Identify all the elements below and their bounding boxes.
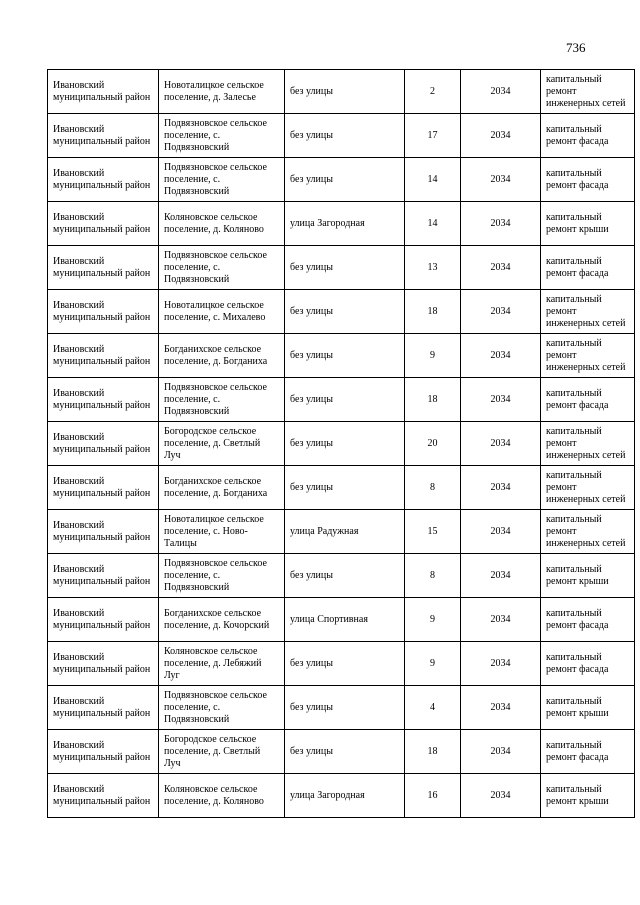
street-cell: без улицы [285, 114, 405, 158]
table-row [48, 290, 635, 334]
table-row [48, 378, 635, 422]
house-number-cell: 13 [405, 246, 461, 290]
year-cell: 2034 [461, 686, 541, 730]
table-row [48, 730, 635, 774]
year-cell: 2034 [461, 334, 541, 378]
district-cell: Ивановский муниципальный район [48, 466, 159, 510]
table-row [48, 598, 635, 642]
house-number-cell: 15 [405, 510, 461, 554]
work-type-cell: капитальный ремонт крыши [541, 202, 635, 246]
work-type-cell: капитальный ремонт крыши [541, 686, 635, 730]
settlement-cell: Коляновское сельское поселение, д. Коляново [159, 202, 285, 246]
district-cell: Ивановский муниципальный район [48, 598, 159, 642]
street-cell: улица Спортивная [285, 598, 405, 642]
district-cell: Ивановский муниципальный район [48, 642, 159, 686]
settlement-cell: Богородское сельское поселение, д. Светлый Луч [159, 730, 285, 774]
page-number: 736 [566, 40, 586, 55]
district-cell: Ивановский муниципальный район [48, 686, 159, 730]
district-cell: Ивановский муниципальный район [48, 158, 159, 202]
street-cell: без улицы [285, 422, 405, 466]
work-type-cell: капитальный ремонт фасада [541, 246, 635, 290]
district-cell: Ивановский муниципальный район [48, 510, 159, 554]
street-cell: без улицы [285, 378, 405, 422]
year-cell: 2034 [461, 70, 541, 114]
house-number-cell: 9 [405, 598, 461, 642]
street-cell: без улицы [285, 554, 405, 598]
district-cell: Ивановский муниципальный район [48, 70, 159, 114]
settlement-cell: Новоталицкое сельское поселение, с. Ново-Талицы [159, 510, 285, 554]
table-row [48, 510, 635, 554]
work-type-cell: капитальный ремонт фасада [541, 158, 635, 202]
district-cell: Ивановский муниципальный район [48, 774, 159, 818]
work-type-cell: капитальный ремонт фасада [541, 642, 635, 686]
settlement-cell: Подвязновское сельское поселение, с. Подвязновский [159, 686, 285, 730]
work-type-cell: капитальный ремонт инженерных сетей [541, 290, 635, 334]
year-cell: 2034 [461, 202, 541, 246]
table-row [48, 422, 635, 466]
year-cell: 2034 [461, 642, 541, 686]
settlement-cell: Подвязновское сельское поселение, с. Подвязновский [159, 554, 285, 598]
table-row [48, 686, 635, 730]
housing-repair-table [47, 69, 635, 818]
district-cell: Ивановский муниципальный район [48, 554, 159, 598]
street-cell: без улицы [285, 158, 405, 202]
house-number-cell: 14 [405, 202, 461, 246]
street-cell: без улицы [285, 686, 405, 730]
work-type-cell: капитальный ремонт фасада [541, 378, 635, 422]
year-cell: 2034 [461, 158, 541, 202]
district-cell: Ивановский муниципальный район [48, 114, 159, 158]
house-number-cell: 18 [405, 730, 461, 774]
house-number-cell: 8 [405, 554, 461, 598]
work-type-cell: капитальный ремонт инженерных сетей [541, 466, 635, 510]
table-row [48, 70, 635, 114]
table-row [48, 642, 635, 686]
district-cell: Ивановский муниципальный район [48, 422, 159, 466]
street-cell: улица Загородная [285, 774, 405, 818]
table-row [48, 202, 635, 246]
district-cell: Ивановский муниципальный район [48, 202, 159, 246]
settlement-cell: Подвязновское сельское поселение, с. Подвязновский [159, 114, 285, 158]
house-number-cell: 9 [405, 642, 461, 686]
house-number-cell: 17 [405, 114, 461, 158]
settlement-cell: Подвязновское сельское поселение, с. Подвязновский [159, 378, 285, 422]
year-cell: 2034 [461, 730, 541, 774]
settlement-cell: Коляновское сельское поселение, д. Лебяжий Луг [159, 642, 285, 686]
street-cell: без улицы [285, 290, 405, 334]
year-cell: 2034 [461, 466, 541, 510]
settlement-cell: Богданихское сельское поселение, д. Богданиха [159, 334, 285, 378]
district-cell: Ивановский муниципальный район [48, 246, 159, 290]
settlement-cell: Коляновское сельское поселение, д. Коляново [159, 774, 285, 818]
year-cell: 2034 [461, 290, 541, 334]
settlement-cell: Подвязновское сельское поселение, с. Подвязновский [159, 246, 285, 290]
year-cell: 2034 [461, 554, 541, 598]
year-cell: 2034 [461, 774, 541, 818]
settlement-cell: Подвязновское сельское поселение, с. Подвязновский [159, 158, 285, 202]
house-number-cell: 20 [405, 422, 461, 466]
table-row [48, 334, 635, 378]
settlement-cell: Богородское сельское поселение, д. Светлый Луч [159, 422, 285, 466]
settlement-cell: Новоталицкое сельское поселение, д. Залесье [159, 70, 285, 114]
work-type-cell: капитальный ремонт инженерных сетей [541, 334, 635, 378]
district-cell: Ивановский муниципальный район [48, 730, 159, 774]
house-number-cell: 9 [405, 334, 461, 378]
work-type-cell: капитальный ремонт фасада [541, 598, 635, 642]
district-cell: Ивановский муниципальный район [48, 290, 159, 334]
year-cell: 2034 [461, 598, 541, 642]
year-cell: 2034 [461, 114, 541, 158]
district-cell: Ивановский муниципальный район [48, 334, 159, 378]
street-cell: улица Загородная [285, 202, 405, 246]
street-cell: без улицы [285, 334, 405, 378]
work-type-cell: капитальный ремонт инженерных сетей [541, 70, 635, 114]
house-number-cell: 18 [405, 290, 461, 334]
street-cell: улица Радужная [285, 510, 405, 554]
settlement-cell: Богданихское сельское поселение, д. Богданиха [159, 466, 285, 510]
street-cell: без улицы [285, 246, 405, 290]
table-row [48, 774, 635, 818]
settlement-cell: Богданихское сельское поселение, д. Кочорский [159, 598, 285, 642]
settlement-cell: Новоталицкое сельское поселение, с. Михалево [159, 290, 285, 334]
table-body [48, 70, 635, 818]
street-cell: без улицы [285, 466, 405, 510]
house-number-cell: 8 [405, 466, 461, 510]
street-cell: без улицы [285, 730, 405, 774]
year-cell: 2034 [461, 378, 541, 422]
year-cell: 2034 [461, 510, 541, 554]
work-type-cell: капитальный ремонт инженерных сетей [541, 422, 635, 466]
house-number-cell: 4 [405, 686, 461, 730]
house-number-cell: 18 [405, 378, 461, 422]
work-type-cell: капитальный ремонт фасада [541, 114, 635, 158]
district-cell: Ивановский муниципальный район [48, 378, 159, 422]
table-row [48, 466, 635, 510]
street-cell: без улицы [285, 642, 405, 686]
table-row [48, 158, 635, 202]
house-number-cell: 2 [405, 70, 461, 114]
house-number-cell: 14 [405, 158, 461, 202]
work-type-cell: капитальный ремонт крыши [541, 554, 635, 598]
year-cell: 2034 [461, 422, 541, 466]
street-cell: без улицы [285, 70, 405, 114]
work-type-cell: капитальный ремонт фасада [541, 730, 635, 774]
house-number-cell: 16 [405, 774, 461, 818]
table-row [48, 246, 635, 290]
work-type-cell: капитальный ремонт крыши [541, 774, 635, 818]
year-cell: 2034 [461, 246, 541, 290]
work-type-cell: капитальный ремонт инженерных сетей [541, 510, 635, 554]
table-row [48, 554, 635, 598]
table-row [48, 114, 635, 158]
